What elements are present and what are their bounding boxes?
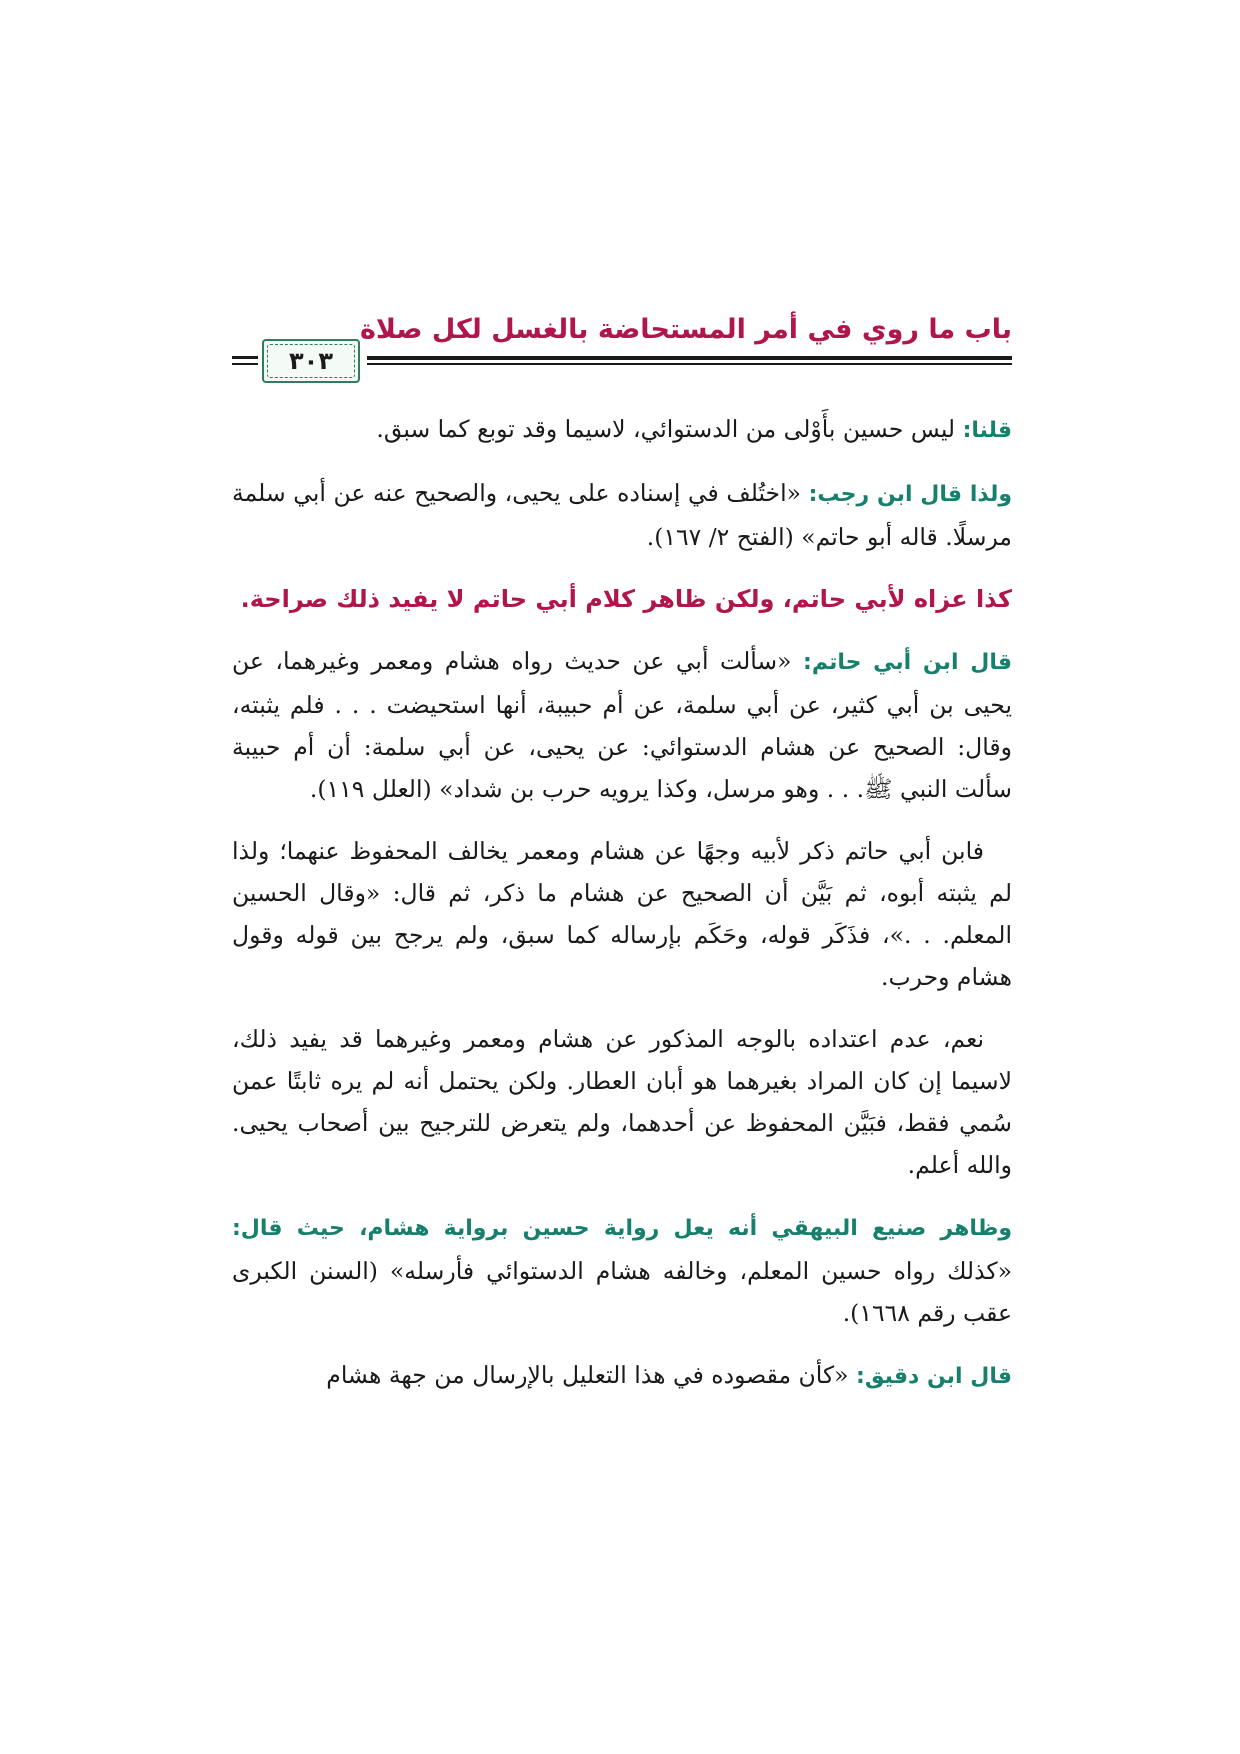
paragraph-lead: وظاهر صنيع البيهقي أنه يعل رواية حسين برواية هشام، حيث قال:: [232, 1216, 1012, 1241]
paragraph: [232, 408, 1012, 452]
paragraph: [232, 1018, 1012, 1186]
chapter-title: باب ما روي في أمر المستحاضة بالغسل لكل صلاة: [359, 314, 1012, 345]
paragraph-lead: قال ابن دقيق:: [856, 1364, 1012, 1389]
paragraph: [232, 1206, 1012, 1334]
paragraph-lead: ولذا قال ابن رجب:: [808, 482, 1013, 507]
page: [232, 0, 1012, 1754]
paragraph-text: «اختُلف في إسناده على يحيى، والصحيح عنه عن أبي سلمة مرسلًا. قاله أبو حاتم» (الفتح ٢/ ١٦٧).: [232, 479, 1012, 551]
header-rule-thin: [367, 363, 1012, 365]
paragraph-lead: قلنا:: [962, 418, 1012, 443]
header-rule: [367, 356, 1012, 360]
page-header: [232, 312, 1012, 392]
page-number: ٣٠٣: [289, 347, 333, 375]
paragraph-lead: قال ابن أبي حاتم:: [803, 650, 1013, 675]
page-number-frame: [262, 339, 360, 383]
paragraph-text: «سألت أبي عن حديث رواه هشام ومعمر وغيرهما، عن يحيى بن أبي كثير، عن أبي سلمة، عن أم حبيبة، أنها استحيضت . . . فلم يثبته، وقال: الصحيح عن هشام الدستوائي: عن يحيى، عن أبي سلمة: أن أم حبيبة سألت النبي ﷺ. . . وهو مرسل، وكذا يرويه حرب بن شداد» (العلل ١١٩).: [232, 647, 1012, 803]
header-rule-left-thin: [232, 363, 258, 365]
paragraph: [232, 830, 1012, 998]
paragraph-text: ليس حسين بأَوْلى من الدستوائي، لاسيما وقد توبع كما سبق.: [376, 415, 963, 443]
paragraph: [232, 640, 1012, 810]
paragraph: [232, 472, 1012, 558]
header-rule-left: [232, 356, 258, 359]
paragraph-text: نعم، عدم اعتداده بالوجه المذكور عن هشام ومعمر وغيرهما قد يفيد ذلك، لاسيما إن كان المراد بغيرهما هو أبان العطار. ولكن يحتمل أنه لم يره ثابتًا عمن سُمي فقط، فبَيَّن المحفوظ عن أحدهما، ولم يتعرض للترجيح بين أصحاب يحيى. والله أعلم.: [232, 1025, 1012, 1179]
paragraph: [232, 1354, 1012, 1398]
paragraph-text: «كأن مقصوده في هذا التعليل بالإرسال من جهة هشام: [326, 1361, 857, 1389]
paragraph-text: «كذلك رواه حسين المعلم، وخالفه هشام الدستوائي فأرسله» (السنن الكبرى عقب رقم ١٦٦٨).: [232, 1257, 1012, 1327]
main-text: [232, 408, 1012, 1418]
highlighted-comment: كذا عزاه لأبي حاتم، ولكن ظاهر كلام أبي حاتم لا يفيد ذلك صراحة.: [240, 585, 1012, 613]
paragraph-text: فابن أبي حاتم ذكر لأبيه وجهًا عن هشام ومعمر يخالف المحفوظ عنهما؛ ولذا لم يثبته أبوه، ثم بَيَّن أن الصحيح عن هشام ما ذكر، ثم قال: «وقال الحسين المعلم. . .»، فذَكَر قوله، وحَكَم بإرساله كما سبق، ولم يرجح بين قوله وقول هشام وحرب.: [232, 837, 1012, 991]
